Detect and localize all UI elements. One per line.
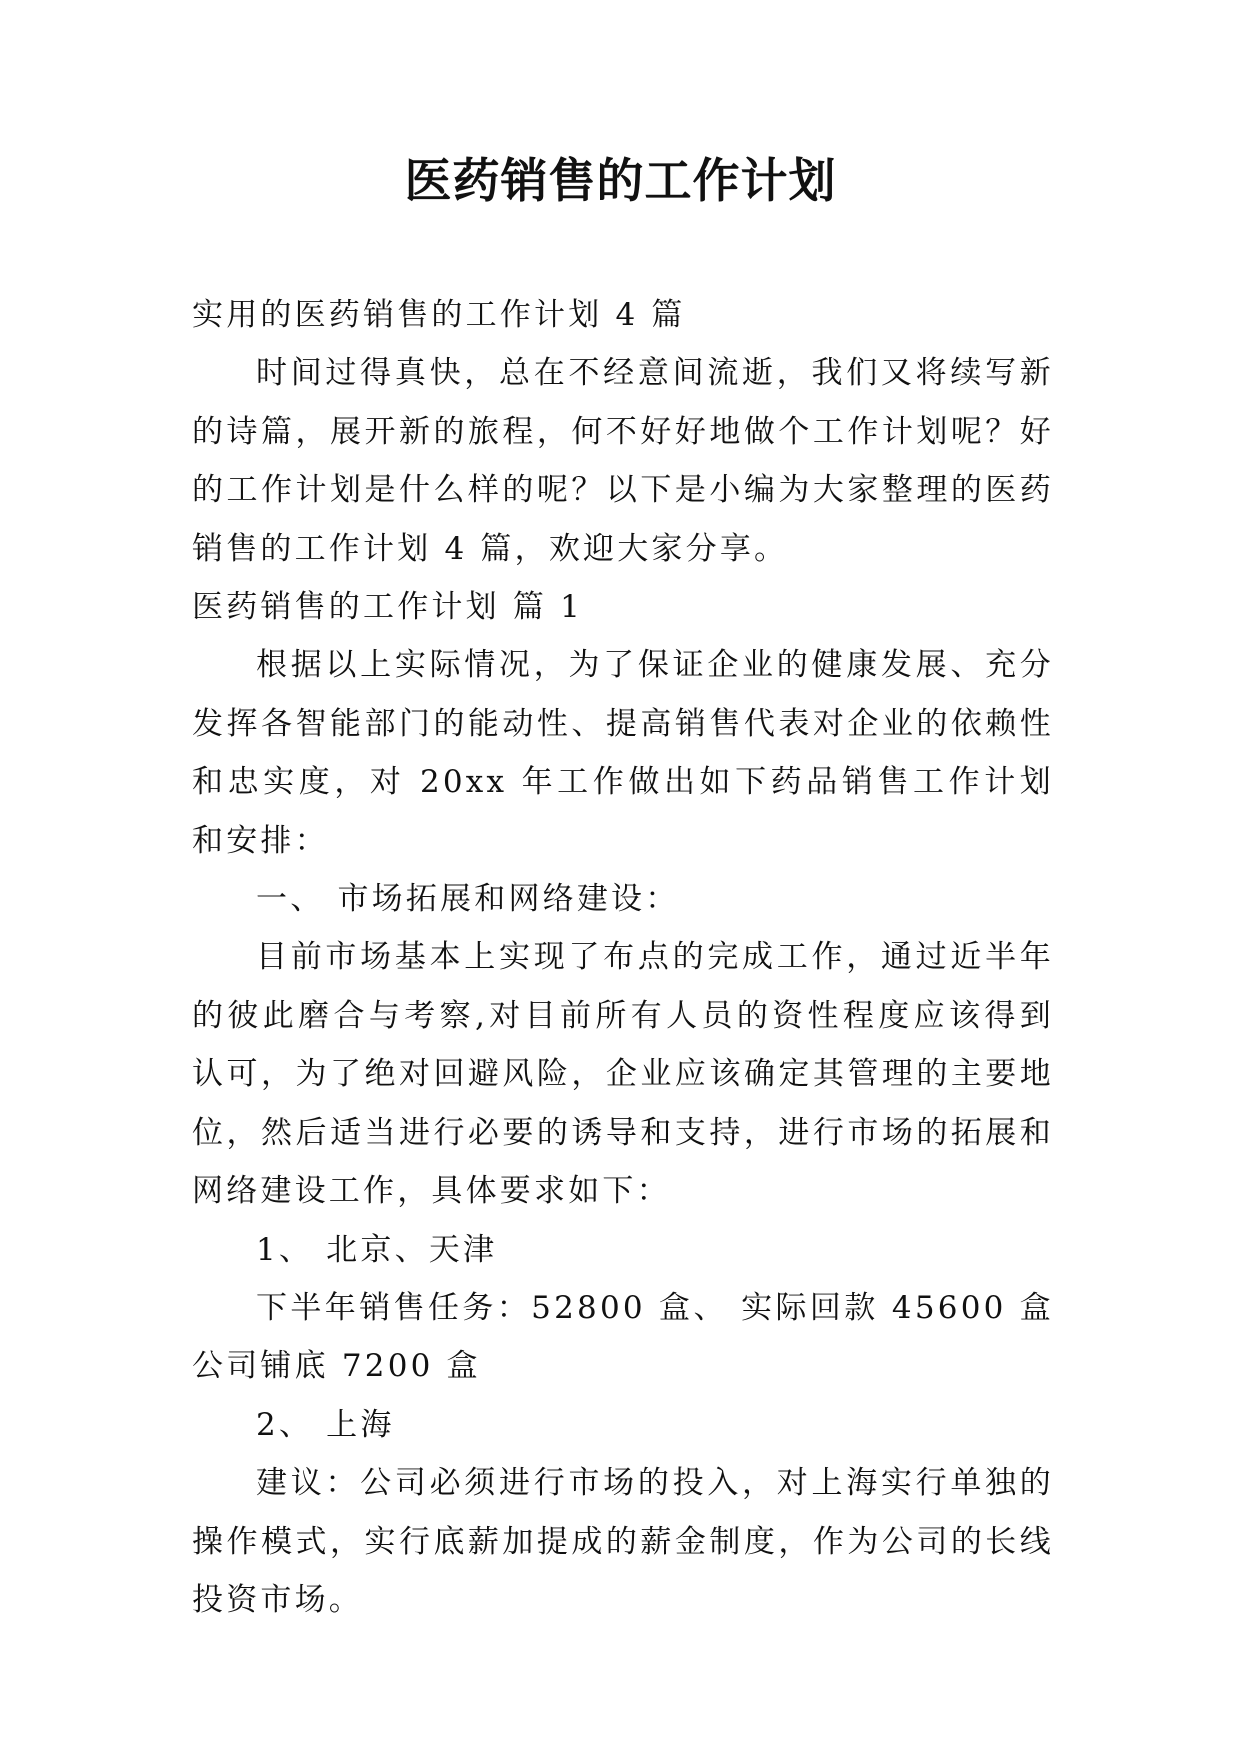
- body-paragraph: 目前市场基本上实现了布点的完成工作，通过近半年的彼此磨合与考察,对目前所有人员的资性程度应该得到认可，为了绝对回避风险，企业应该确定其管理的主要地位，然后适当进行必要的诱导和支持，进行市场的拓展和网络建设工作，具体要求如下：: [192, 939, 1054, 1210]
- subsection-heading: 一、 市场拓展和网络建设：: [256, 881, 680, 918]
- subtitle-line: 实用的医药销售的工作计划 4 篇: [192, 297, 686, 333]
- body-paragraph: 建议：公司必须进行市场的投入，对上海实行单独的操作模式，实行底薪加提成的薪金制度，作为公司的长线投资市场。: [192, 1465, 1054, 1618]
- body-paragraph: 下半年销售任务：52800 盒、 实际回款 45600 盒 公司铺底 7200 盒: [192, 1289, 1054, 1385]
- document-body: [192, 286, 1054, 1629]
- list-item-heading: 2、 上海: [256, 1406, 395, 1443]
- body-paragraph: 根据以上实际情况，为了保证企业的健康发展、充分发挥各智能部门的能动性、提高销售代表对企业的依赖性和忠实度，对 20xx 年工作做出如下药品销售工作计划和安排：: [192, 647, 1054, 859]
- list-item-heading: 1、 北京、天津: [256, 1231, 498, 1268]
- section-heading: 医药销售的工作计划 篇 1: [192, 589, 584, 626]
- document-title: 医药销售的工作计划: [404, 154, 837, 209]
- intro-paragraph: 时间过得真快，总在不经意间流逝，我们又将续写新的诗篇，展开新的旅程，何不好好地做个工作计划呢？好的工作计划是什么样的呢？以下是小编为大家整理的医药销售的工作计划 4 篇，欢迎大家分享。: [192, 355, 1054, 567]
